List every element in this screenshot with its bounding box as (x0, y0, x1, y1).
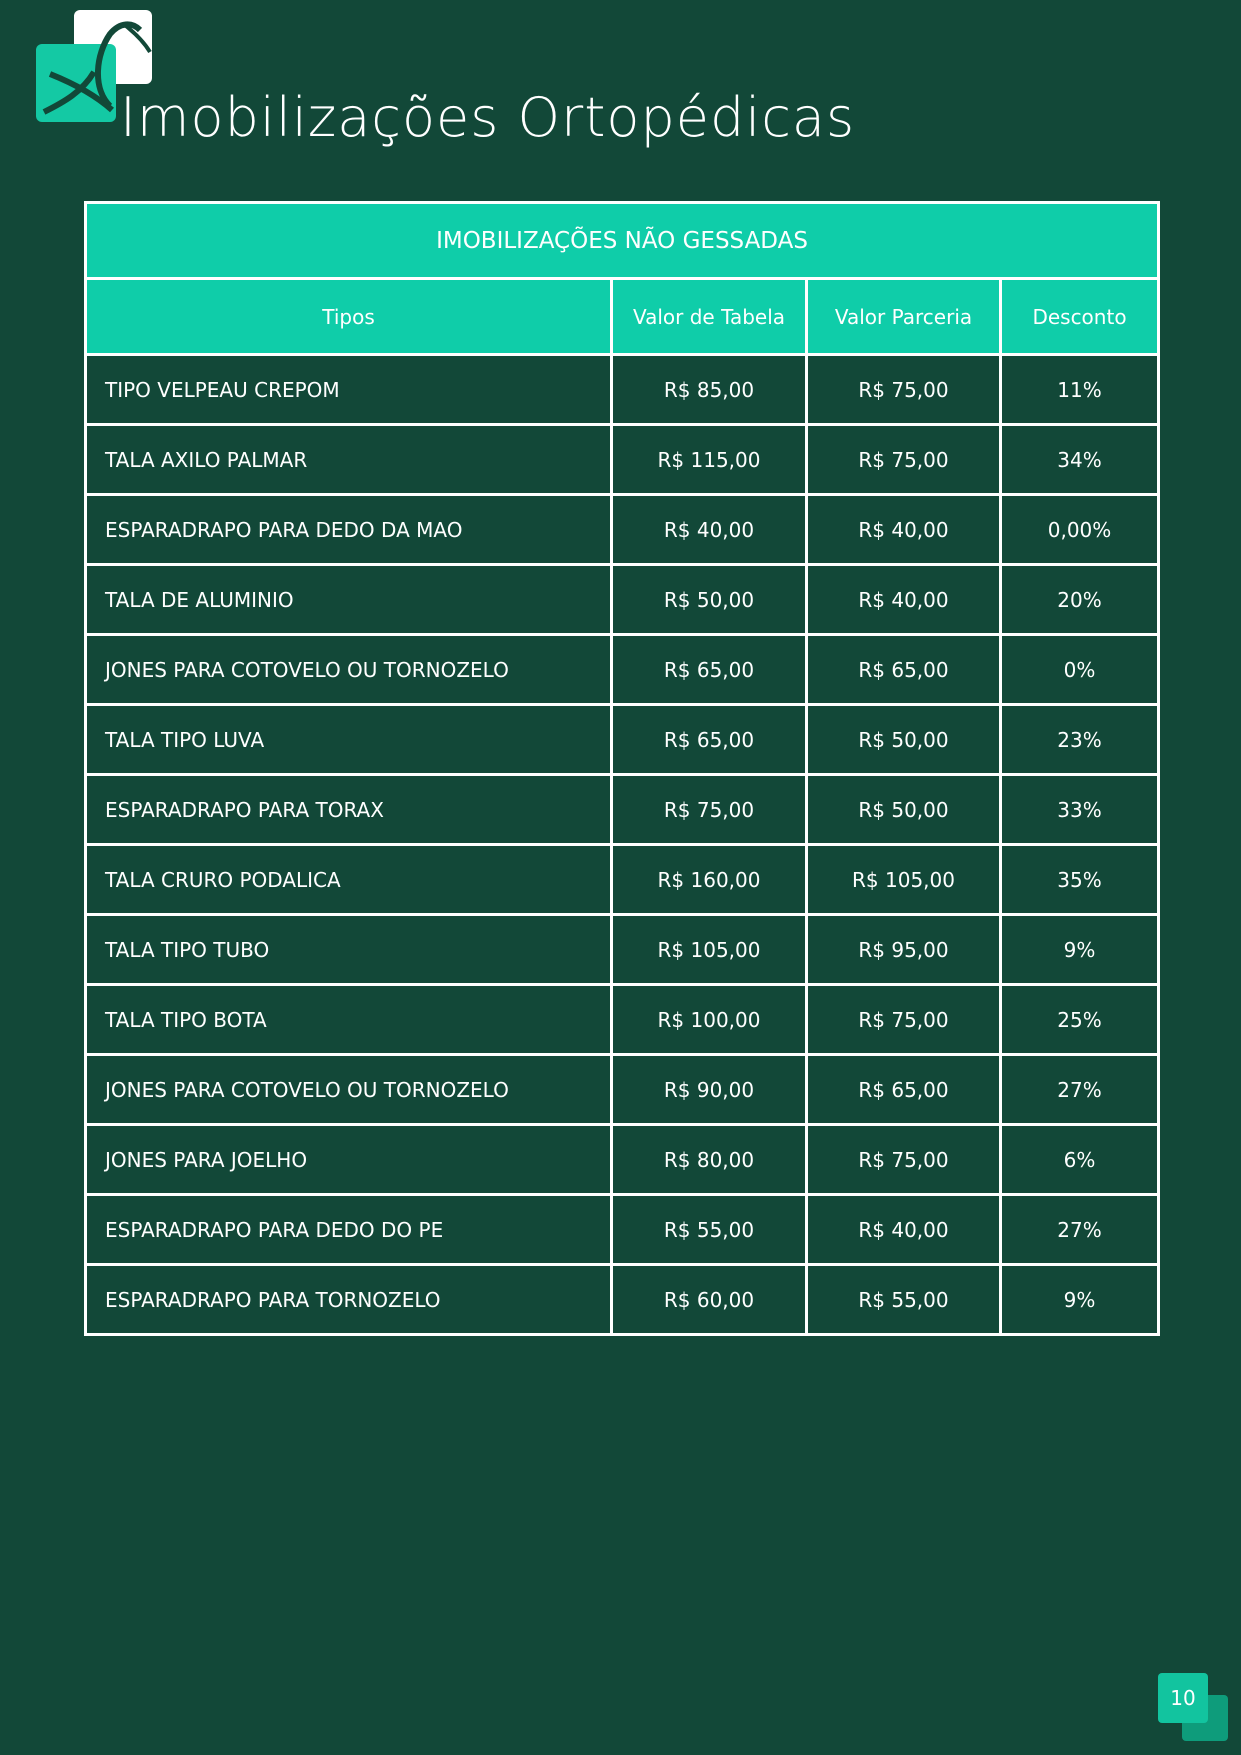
cell-valor-parceria: R$ 75,00 (807, 1125, 1001, 1195)
cell-valor-tabela: R$ 65,00 (612, 705, 807, 775)
table-row (86, 425, 1159, 495)
page-number: 10 (1158, 1673, 1208, 1723)
cell-tipo: TALA DE ALUMINIO (86, 565, 612, 635)
cell-valor-tabela: R$ 160,00 (612, 845, 807, 915)
cell-valor-tabela: R$ 60,00 (612, 1265, 807, 1335)
cell-valor-parceria: R$ 105,00 (807, 845, 1001, 915)
table-row (86, 565, 1159, 635)
cell-tipo: TALA TIPO BOTA (86, 985, 612, 1055)
cell-valor-parceria: R$ 40,00 (807, 1195, 1001, 1265)
table-header-row (86, 279, 1159, 355)
cell-tipo: TALA TIPO LUVA (86, 705, 612, 775)
cell-desconto: 23% (1001, 705, 1159, 775)
cell-tipo: ESPARADRAPO PARA DEDO DA MAO (86, 495, 612, 565)
cell-valor-parceria: R$ 75,00 (807, 425, 1001, 495)
cell-valor-tabela: R$ 90,00 (612, 1055, 807, 1125)
cell-desconto: 11% (1001, 355, 1159, 425)
cell-desconto: 0,00% (1001, 495, 1159, 565)
table-row (86, 985, 1159, 1055)
cell-tipo: ESPARADRAPO PARA TORNOZELO (86, 1265, 612, 1335)
cell-desconto: 34% (1001, 425, 1159, 495)
cell-desconto: 27% (1001, 1195, 1159, 1265)
table-row (86, 495, 1159, 565)
table-row (86, 775, 1159, 845)
cell-valor-parceria: R$ 50,00 (807, 775, 1001, 845)
cell-valor-tabela: R$ 80,00 (612, 1125, 807, 1195)
cell-tipo: JONES PARA COTOVELO OU TORNOZELO (86, 635, 612, 705)
cell-valor-tabela: R$ 55,00 (612, 1195, 807, 1265)
table-row (86, 845, 1159, 915)
cell-valor-parceria: R$ 40,00 (807, 495, 1001, 565)
table-row (86, 1195, 1159, 1265)
table-row (86, 1265, 1159, 1335)
page-title: Imobilizações Ortopédicas (120, 86, 856, 149)
price-table (84, 201, 1160, 1336)
table-row (86, 705, 1159, 775)
cell-valor-tabela: R$ 50,00 (612, 565, 807, 635)
cell-valor-parceria: R$ 55,00 (807, 1265, 1001, 1335)
cell-tipo: TALA AXILO PALMAR (86, 425, 612, 495)
column-header-valor-parceria: Valor Parceria (807, 279, 1001, 355)
column-header-tipos: Tipos (86, 279, 612, 355)
cell-valor-tabela: R$ 100,00 (612, 985, 807, 1055)
cell-tipo: JONES PARA COTOVELO OU TORNOZELO (86, 1055, 612, 1125)
cell-tipo: TALA CRURO PODALICA (86, 845, 612, 915)
cell-desconto: 9% (1001, 915, 1159, 985)
cell-tipo: TALA TIPO TUBO (86, 915, 612, 985)
cell-valor-tabela: R$ 65,00 (612, 635, 807, 705)
cell-valor-tabela: R$ 115,00 (612, 425, 807, 495)
cell-valor-parceria: R$ 75,00 (807, 355, 1001, 425)
cell-valor-tabela: R$ 105,00 (612, 915, 807, 985)
cell-desconto: 35% (1001, 845, 1159, 915)
table-row (86, 915, 1159, 985)
table-row (86, 1125, 1159, 1195)
table-row (86, 355, 1159, 425)
table-row (86, 1055, 1159, 1125)
cell-desconto: 20% (1001, 565, 1159, 635)
cell-valor-parceria: R$ 65,00 (807, 1055, 1001, 1125)
cell-tipo: TIPO VELPEAU CREPOM (86, 355, 612, 425)
cell-valor-parceria: R$ 40,00 (807, 565, 1001, 635)
cell-tipo: ESPARADRAPO PARA TORAX (86, 775, 612, 845)
cell-tipo: ESPARADRAPO PARA DEDO DO PE (86, 1195, 612, 1265)
cell-valor-parceria: R$ 75,00 (807, 985, 1001, 1055)
cell-desconto: 9% (1001, 1265, 1159, 1335)
column-header-valor-tabela: Valor de Tabela (612, 279, 807, 355)
cell-valor-parceria: R$ 65,00 (807, 635, 1001, 705)
cell-desconto: 25% (1001, 985, 1159, 1055)
cell-valor-parceria: R$ 95,00 (807, 915, 1001, 985)
column-header-desconto: Desconto (1001, 279, 1159, 355)
cell-valor-parceria: R$ 50,00 (807, 705, 1001, 775)
cell-desconto: 6% (1001, 1125, 1159, 1195)
table-row (86, 635, 1159, 705)
cell-valor-tabela: R$ 85,00 (612, 355, 807, 425)
cell-valor-tabela: R$ 75,00 (612, 775, 807, 845)
cell-desconto: 0% (1001, 635, 1159, 705)
table-title-row (86, 203, 1159, 279)
table-title: IMOBILIZAÇÕES NÃO GESSADAS (86, 203, 1159, 279)
cell-desconto: 27% (1001, 1055, 1159, 1125)
page-number-badge (1158, 1673, 1208, 1723)
cell-desconto: 33% (1001, 775, 1159, 845)
cell-tipo: JONES PARA JOELHO (86, 1125, 612, 1195)
cell-valor-tabela: R$ 40,00 (612, 495, 807, 565)
